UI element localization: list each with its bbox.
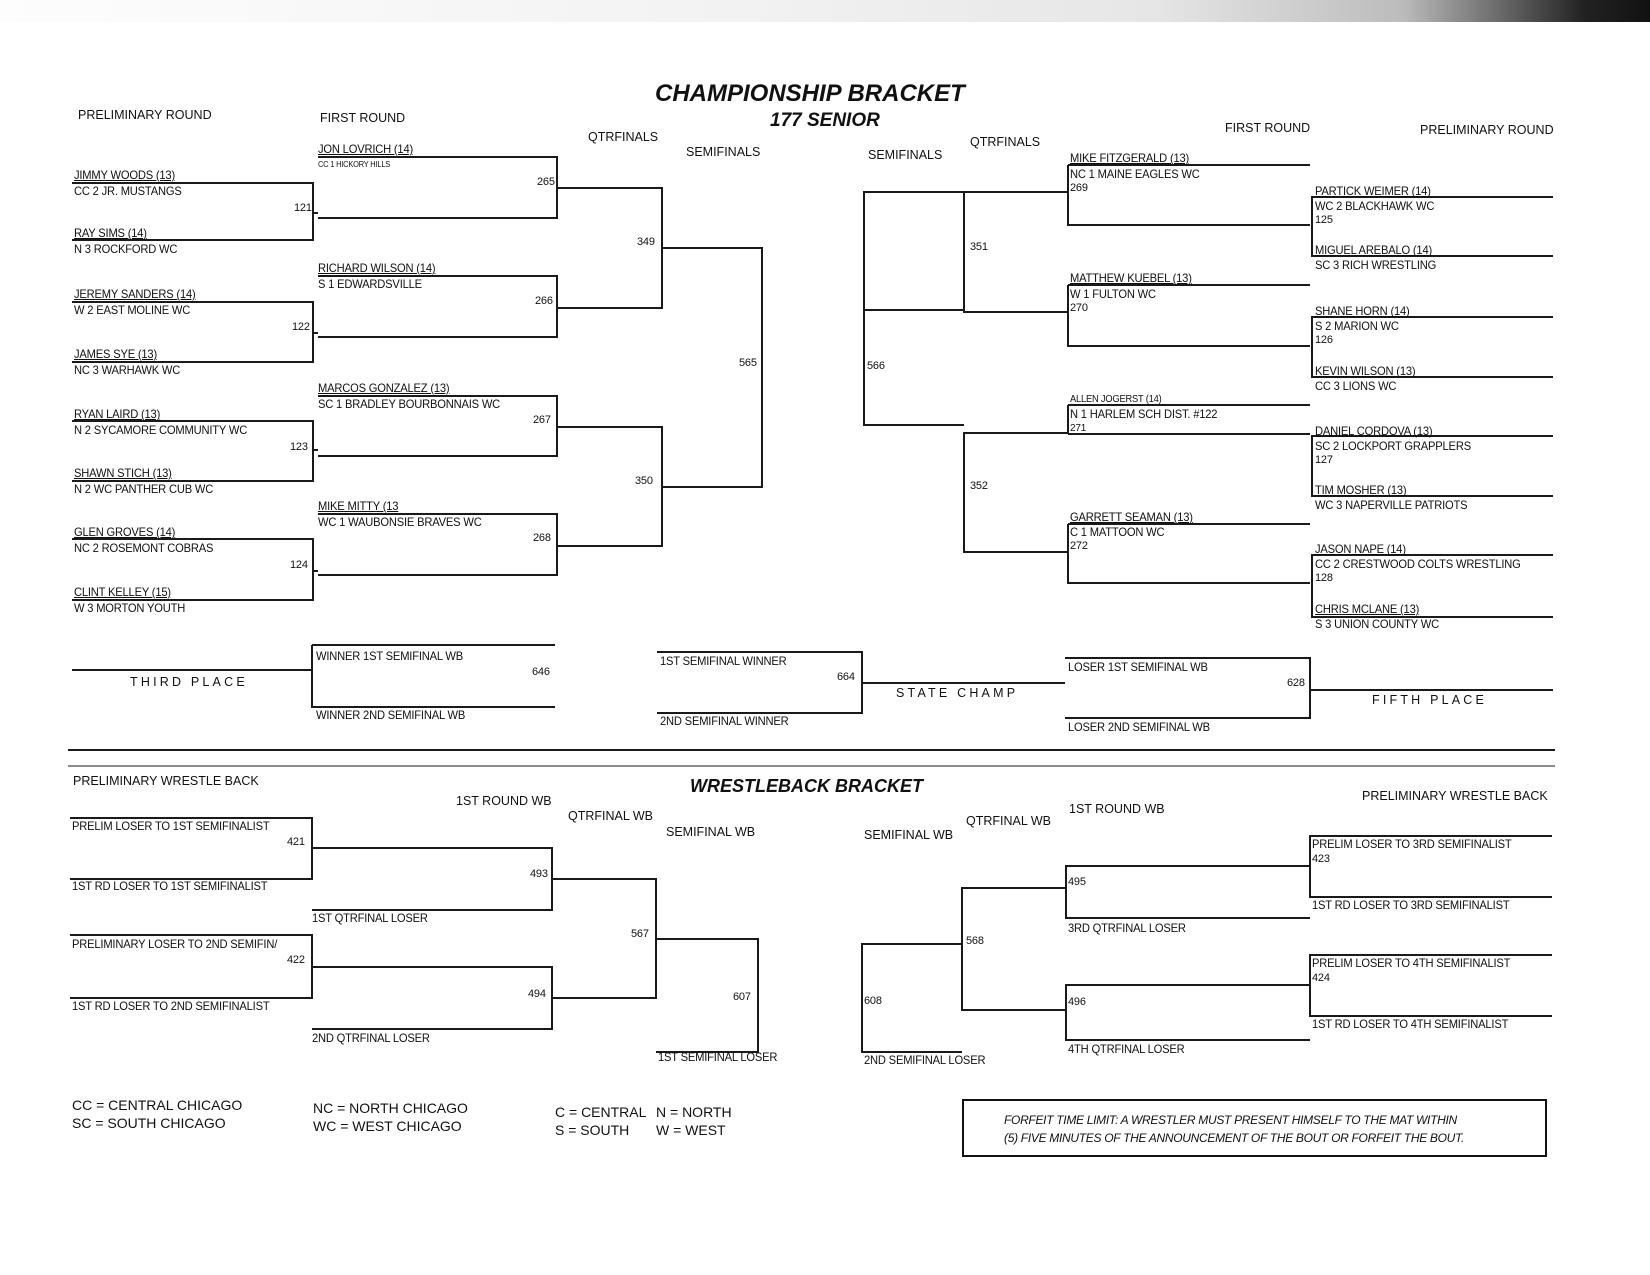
round-label-prelim-left: PRELIMINARY ROUND — [78, 108, 212, 122]
wb-slot: 1ST RD LOSER TO 4TH SEMIFINALIST — [1312, 1017, 1509, 1031]
bout-number: 271 — [1070, 423, 1087, 434]
round-label-wb-first-right: 1ST ROUND WB — [1069, 802, 1165, 816]
round-label-semi-left: SEMIFINALS — [686, 145, 761, 159]
wrestler-name: GLEN GROVES (14) — [74, 525, 176, 539]
legend-nc: NC = NORTH CHICAGO — [313, 1100, 468, 1116]
wb-slot: 3RD QTRFINAL LOSER — [1068, 921, 1186, 935]
bout-number: 270 — [1070, 302, 1088, 314]
third-place-label: THIRD PLACE — [130, 675, 248, 689]
bout-number: 493 — [530, 868, 548, 880]
round-label-prelim-right: PRELIMINARY ROUND — [1420, 123, 1554, 137]
wrestler-club: W 3 MORTON YOUTH — [74, 601, 186, 615]
wb-slot: PRELIM LOSER TO 3RD SEMIFINALIST — [1312, 837, 1512, 851]
bout-number: 268 — [533, 532, 551, 544]
wrestler-club: WC 2 BLACKHAWK WC — [1315, 199, 1435, 213]
wrestler-name: JEREMY SANDERS (14) — [74, 287, 196, 301]
bout-number: 423 — [1312, 853, 1330, 865]
bout-number: 124 — [290, 559, 308, 571]
bout-number: 267 — [533, 414, 551, 426]
forfeit-line-1: FORFEIT TIME LIMIT: A WRESTLER MUST PRESENT HIMSELF TO THE MAT WITHIN — [1004, 1113, 1457, 1127]
wrestler-club: WC 1 WAUBONSIE BRAVES WC — [318, 515, 482, 529]
legend-s: S = SOUTH — [555, 1122, 630, 1138]
bout-number: 495 — [1068, 876, 1086, 888]
wrestler-name: DANIEL CORDOVA (13) — [1315, 424, 1433, 438]
champ-top: 1ST SEMIFINAL WINNER — [660, 654, 787, 668]
legend-cc: CC = CENTRAL CHICAGO — [72, 1097, 243, 1113]
wrestler-club: NC 2 ROSEMONT COBRAS — [74, 541, 214, 555]
wrestler-name: KEVIN WILSON (13) — [1315, 364, 1416, 378]
wrestler-club: CC 2 JR. MUSTANGS — [74, 184, 182, 198]
wrestler-name: ALLEN JOGERST (14) — [1070, 394, 1162, 405]
line-wbr-r1 — [1066, 866, 1310, 1040]
round-label-wb-semi-left: SEMIFINAL WB — [666, 825, 756, 839]
weight-class: 177 SENIOR — [770, 110, 880, 131]
bout-number: 664 — [837, 671, 855, 683]
forfeit-notice — [962, 1099, 1547, 1157]
wrestler-name: MATTHEW KUEBEL (13) — [1070, 271, 1192, 285]
wrestler-name: RICHARD WILSON (14) — [318, 261, 436, 275]
bout-number: 126 — [1315, 334, 1333, 346]
wb-slot: 4TH QTRFINAL LOSER — [1068, 1042, 1185, 1056]
wrestler-club: S 3 UNION COUNTY WC — [1315, 617, 1439, 631]
wrestler-club: N 1 HARLEM SCH DIST. #122 — [1070, 407, 1218, 421]
wrestler-name: SHAWN STICH (13) — [74, 466, 172, 480]
bout-number: 496 — [1068, 996, 1086, 1008]
round-label-qtr-right: QTRFINALS — [970, 135, 1041, 149]
round-label-semi-right: SEMIFINALS — [868, 148, 943, 162]
fifth-place-label: FIFTH PLACE — [1372, 693, 1488, 707]
wb-slot: 2ND SEMIFINAL LOSER — [864, 1053, 986, 1067]
round-label-wb-prelim-left: PRELIMINARY WRESTLE BACK — [73, 774, 259, 788]
round-label-wb-prelim-right: PRELIMINARY WRESTLE BACK — [1362, 789, 1548, 803]
bout-number: 607 — [733, 991, 751, 1003]
bout-number: 424 — [1312, 972, 1330, 984]
round-label-qtr-left: QTRFINALS — [588, 130, 659, 144]
wb-slot: 1ST QTRFINAL LOSER — [312, 911, 428, 925]
wrestler-name: GARRETT SEAMAN (13) — [1070, 510, 1193, 524]
bout-number: 125 — [1315, 214, 1333, 226]
legend-w: W = WEST — [656, 1122, 726, 1138]
wrestler-club: W 1 FULTON WC — [1070, 287, 1156, 301]
wb-slot: 1ST RD LOSER TO 1ST SEMIFINALIST — [72, 879, 268, 893]
wb-slot: PRELIM LOSER TO 4TH SEMIFINALIST — [1312, 956, 1511, 970]
wb-slot: 1ST SEMIFINAL LOSER — [658, 1050, 778, 1064]
bout-number: 269 — [1070, 182, 1088, 194]
bout-number: 565 — [739, 357, 757, 369]
bout-number: 494 — [528, 988, 546, 1000]
wb-slot: 1ST RD LOSER TO 3RD SEMIFINALIST — [1312, 898, 1510, 912]
fifth-place-bottom: LOSER 2ND SEMIFINAL WB — [1068, 720, 1210, 734]
bout-number: 628 — [1287, 677, 1305, 689]
round-label-wb-first-left: 1ST ROUND WB — [456, 794, 552, 808]
wrestler-club: S 1 EDWARDSVILLE — [318, 277, 422, 291]
bout-number: 122 — [292, 321, 310, 333]
bout-number: 351 — [970, 241, 988, 253]
wrestler-club: WC 3 NAPERVILLE PATRIOTS — [1315, 498, 1468, 512]
round-label-first-right: FIRST ROUND — [1225, 121, 1311, 135]
wrestler-name: MIKE FITZGERALD (13) — [1070, 151, 1190, 165]
wrestler-name: JIMMY WOODS (13) — [74, 168, 175, 182]
bout-number: 265 — [537, 176, 555, 188]
line-wbr-q — [962, 888, 1066, 1010]
bout-number: 421 — [287, 836, 305, 848]
forfeit-line-2: (5) FIVE MINUTES OF THE ANNOUNCEMENT OF THE BOUT OR FORFEIT THE BOUT. — [1004, 1131, 1464, 1145]
line-wbl-r1 — [312, 848, 552, 1029]
wrestler-club: CC 3 LIONS WC — [1315, 379, 1397, 393]
wrestler-club: NC 3 WARHAWK WC — [74, 363, 181, 377]
wrestler-name: SHANE HORN (14) — [1315, 304, 1410, 318]
wrestler-club: C 1 MATTOON WC — [1070, 525, 1165, 539]
bout-number: 567 — [631, 928, 649, 940]
bout-number: 127 — [1315, 454, 1333, 466]
wrestler-name: RAY SIMS (14) — [74, 226, 147, 240]
wb-slot: 1ST RD LOSER TO 2ND SEMIFINALIST — [72, 999, 270, 1013]
wrestler-name: TIM MOSHER (13) — [1315, 483, 1407, 497]
round-label-wb-qtr-left: QTRFINAL WB — [568, 809, 653, 823]
wrestler-name: RYAN LAIRD (13) — [74, 407, 161, 421]
bout-number: 608 — [864, 995, 882, 1007]
wrestler-club: N 2 WC PANTHER CUB WC — [74, 482, 214, 496]
wrestler-name: MIKE MITTY (13 — [318, 499, 399, 513]
round-label-wb-semi-right: SEMIFINAL WB — [864, 828, 954, 842]
legend-n: N = NORTH — [656, 1104, 732, 1120]
wrestler-club: N 3 ROCKFORD WC — [74, 242, 178, 256]
round-label-wb-qtr-right: QTRFINAL WB — [966, 814, 1051, 828]
bracket-title: CHAMPIONSHIP BRACKET — [655, 80, 965, 107]
wrestleback-title: WRESTLEBACK BRACKET — [690, 776, 923, 796]
wrestler-club: CC 2 CRESTWOOD COLTS WRESTLING — [1315, 557, 1521, 571]
wrestler-club: W 2 EAST MOLINE WC — [74, 303, 191, 317]
bout-number: 266 — [535, 295, 553, 307]
wrestler-club: SC 3 RICH WRESTLING — [1315, 258, 1437, 272]
bout-number: 646 — [532, 666, 550, 678]
bout-number: 566 — [867, 360, 885, 372]
wrestler-name: JASON NAPE (14) — [1315, 542, 1406, 556]
third-place-top: WINNER 1ST SEMIFINAL WB — [316, 649, 464, 663]
wrestler-club: N 2 SYCAMORE COMMUNITY WC — [74, 423, 248, 437]
state-champ-label: STATE CHAMP — [896, 686, 1019, 700]
wb-slot: 2ND QTRFINAL LOSER — [312, 1031, 430, 1045]
legend-c: C = CENTRAL — [555, 1104, 647, 1120]
wrestler-club: SC 1 BRADLEY BOURBONNAIS WC — [318, 397, 501, 411]
wrestler-name: CHRIS MCLANE (13) — [1315, 602, 1420, 616]
bout-number: 272 — [1070, 540, 1088, 552]
wb-slot: PRELIMINARY LOSER TO 2ND SEMIFIN/ — [72, 937, 278, 951]
wrestler-name: MIGUEL AREBALO (14) — [1315, 243, 1433, 257]
legend-sc: SC = SOUTH CHICAGO — [72, 1115, 226, 1131]
bout-number: 128 — [1315, 572, 1333, 584]
wrestler-name: JON LOVRICH (14) — [318, 142, 414, 156]
bout-number: 352 — [970, 480, 988, 492]
wrestler-club: CC 1 HICKORY HILLS — [318, 160, 391, 169]
wrestler-club: SC 2 LOCKPORT GRAPPLERS — [1315, 439, 1471, 453]
wrestler-name: MARCOS GONZALEZ (13) — [318, 381, 450, 395]
bout-number: 123 — [290, 441, 308, 453]
wb-slot: PRELIM LOSER TO 1ST SEMIFINALIST — [72, 819, 270, 833]
line-r-semi — [864, 192, 964, 425]
bout-number: 121 — [294, 202, 312, 214]
wrestler-name: JAMES SYE (13) — [74, 347, 157, 361]
wrestler-name: CLINT KELLEY (15) — [74, 585, 171, 599]
wrestler-club: NC 1 MAINE EAGLES WC — [1070, 167, 1200, 181]
champ-bottom: 2ND SEMIFINAL WINNER — [660, 714, 789, 728]
third-place-bottom: WINNER 2ND SEMIFINAL WB — [316, 708, 466, 722]
bout-number: 349 — [637, 236, 655, 248]
legend-wc: WC = WEST CHICAGO — [313, 1118, 462, 1134]
bout-number: 422 — [287, 954, 305, 966]
round-label-first-left: FIRST ROUND — [320, 111, 406, 125]
wrestler-club: S 2 MARION WC — [1315, 319, 1399, 333]
wrestler-name: PARTICK WEIMER (14) — [1315, 184, 1431, 198]
fifth-place-top: LOSER 1ST SEMIFINAL WB — [1068, 660, 1208, 674]
bout-number: 568 — [966, 935, 984, 947]
bout-number: 350 — [635, 475, 653, 487]
